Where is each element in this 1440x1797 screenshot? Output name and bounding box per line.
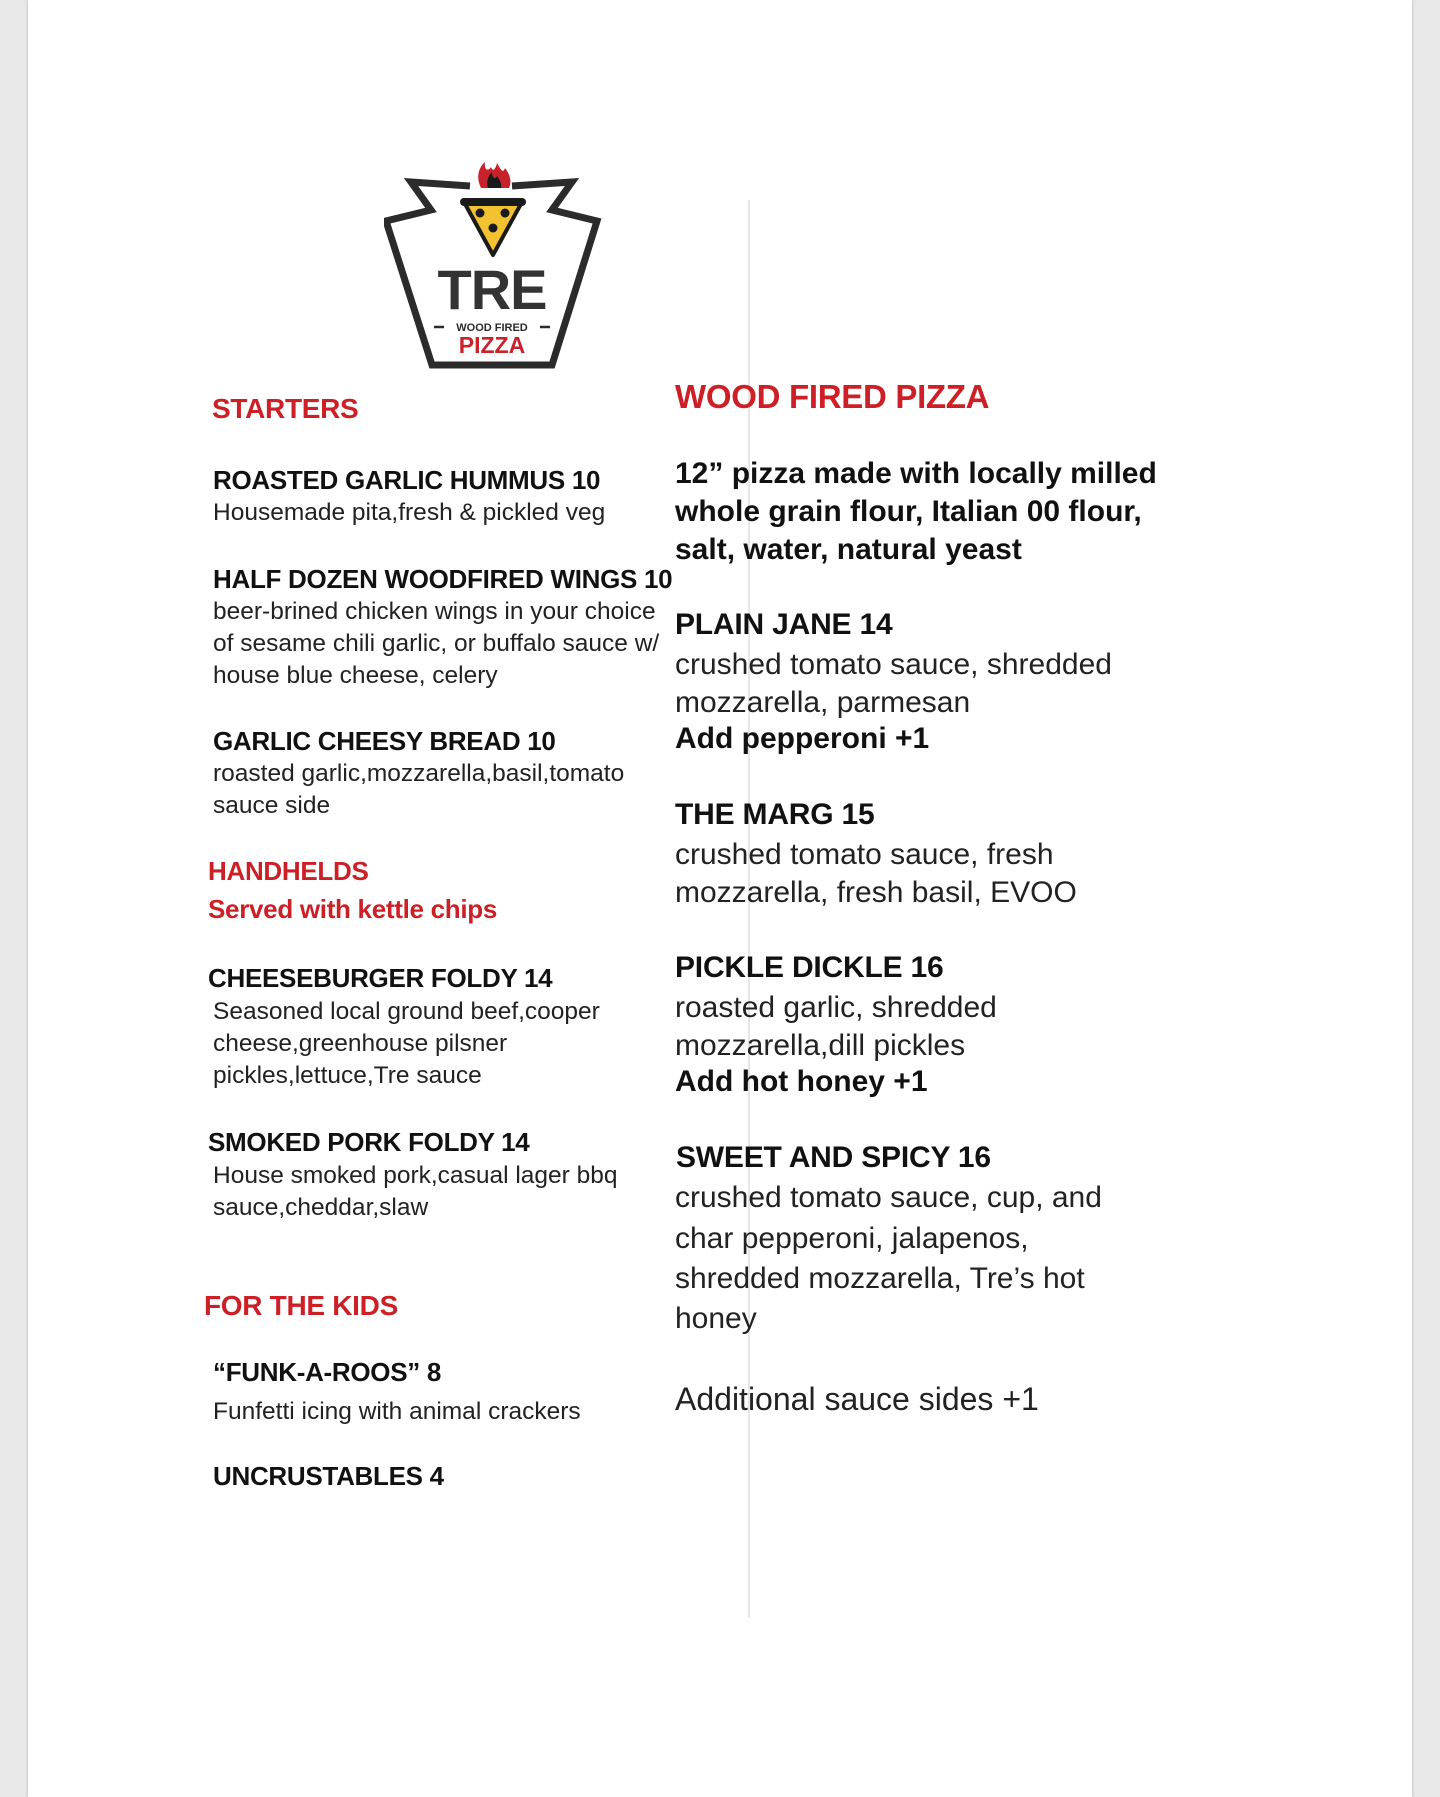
- handhelds-heading: HANDHELDS: [208, 856, 369, 886]
- pizza-title: PICKLE DICKLE 16: [675, 951, 944, 984]
- pizza-slice-icon: [464, 202, 522, 255]
- item-desc: sauce side: [213, 792, 331, 819]
- pizza-desc: mozzarella, fresh basil, EVOO: [675, 876, 1077, 909]
- handhelds-subheading: Served with kettle chips: [208, 894, 498, 924]
- item-desc: roasted garlic,mozzarella,basil,tomato: [213, 760, 625, 787]
- pizza-desc: char pepperoni, jalapenos,: [675, 1222, 1029, 1255]
- pizza-heading: WOOD FIRED PIZZA: [675, 378, 990, 415]
- menu-page: [28, 0, 1412, 1797]
- pizza-addon: Add pepperoni +1: [675, 722, 930, 755]
- pizza-title: THE MARG 15: [675, 798, 875, 831]
- logo-tagline: WOOD FIRED: [456, 322, 528, 334]
- item-desc: house blue cheese, celery: [213, 662, 498, 689]
- item-title: GARLIC CHEESY BREAD 10: [213, 726, 556, 756]
- pizza-desc: honey: [675, 1302, 757, 1335]
- item-desc: of sesame chili garlic, or buffalo sauce w/: [213, 630, 660, 657]
- sauce-note: Additional sauce sides +1: [675, 1381, 1039, 1417]
- item-title: “FUNK-A-ROOS” 8: [213, 1357, 442, 1387]
- pizza-title: PLAIN JANE 14: [675, 608, 893, 641]
- pizza-intro: 12” pizza made with locally milled: [675, 457, 1157, 490]
- item-title: SMOKED PORK FOLDY 14: [208, 1127, 530, 1157]
- pizza-desc: mozzarella,dill pickles: [675, 1029, 966, 1062]
- logo-product: PIZZA: [458, 332, 526, 358]
- pizza-desc: crushed tomato sauce, shredded: [675, 648, 1112, 681]
- pizza-desc: crushed tomato sauce, cup, and: [675, 1181, 1102, 1214]
- item-desc: House smoked pork,casual lager bbq: [213, 1162, 618, 1189]
- pizza-desc: shredded mozzarella, Tre’s hot: [675, 1262, 1085, 1295]
- tre-logo: [384, 160, 610, 375]
- pizza-desc: mozzarella, parmesan: [675, 686, 971, 719]
- kids-heading: FOR THE KIDS: [204, 1290, 398, 1321]
- item-desc: Housemade pita,fresh & pickled veg: [213, 499, 606, 526]
- pizza-addon: Add hot honey +1: [675, 1065, 928, 1098]
- pizza-desc: roasted garlic, shredded: [675, 991, 997, 1024]
- pizza-desc: crushed tomato sauce, fresh: [675, 838, 1054, 871]
- logo-brand: TRE: [437, 258, 547, 321]
- pizza-title: SWEET AND SPICY 16: [676, 1141, 991, 1174]
- item-title: CHEESEBURGER FOLDY 14: [208, 963, 553, 993]
- item-desc: pickles,lettuce,Tre sauce: [213, 1062, 482, 1089]
- flame-icon: [478, 162, 510, 188]
- item-desc: sauce,cheddar,slaw: [213, 1194, 429, 1221]
- item-title: UNCRUSTABLES 4: [213, 1461, 444, 1491]
- item-title: HALF DOZEN WOODFIRED WINGS 10: [213, 564, 673, 594]
- item-desc: Funfetti icing with animal crackers: [213, 1398, 581, 1425]
- item-desc: cheese,greenhouse pilsner: [213, 1030, 508, 1057]
- pizza-intro: whole grain flour, Italian 00 flour,: [675, 495, 1142, 528]
- pizza-intro: salt, water, natural yeast: [675, 533, 1022, 566]
- item-title: ROASTED GARLIC HUMMUS 10: [213, 465, 601, 495]
- item-desc: Seasoned local ground beef,cooper: [213, 998, 600, 1025]
- item-desc: beer-brined chicken wings in your choice: [213, 598, 656, 625]
- starters-heading: STARTERS: [212, 393, 359, 424]
